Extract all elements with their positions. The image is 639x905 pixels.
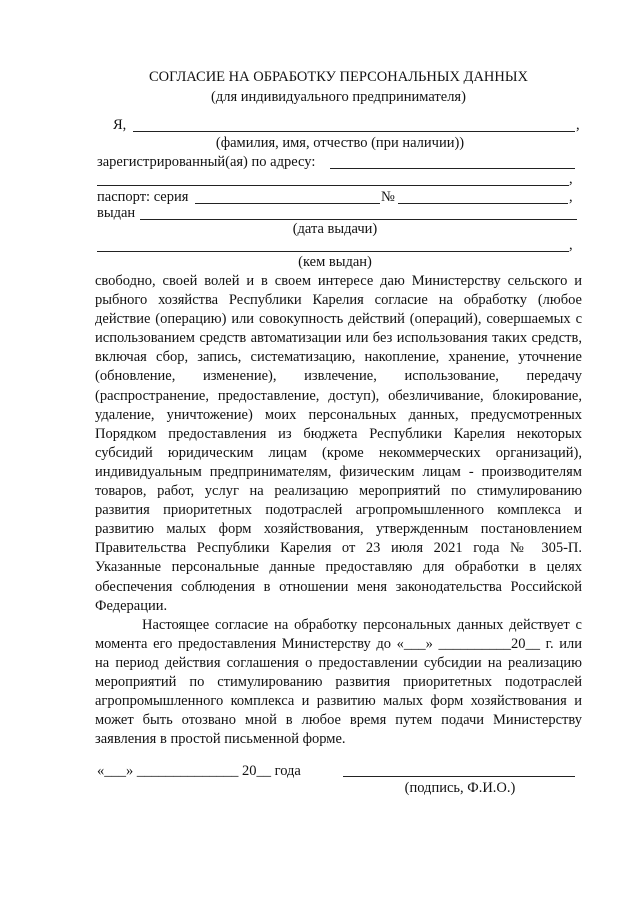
issue-date-caption: (дата выдачи) [292, 221, 378, 237]
signature-date-line[interactable]: «___» ______________ 20__ года [97, 763, 301, 779]
fio-caption: (фамилия, имя, отчество (при наличии)) [215, 135, 465, 151]
document-title: СОГЛАСИЕ НА ОБРАБОТКУ ПЕРСОНАЛЬНЫХ ДАННЫХ [149, 69, 528, 85]
signature-input-line[interactable] [343, 776, 575, 777]
comma: , [569, 189, 573, 205]
consent-paragraph-1: свободно, своей волей и в своем интересе даю Министерству сельского и рыбного хозяйства Республики Карелия согласие на обработку (любое действие (операцию) или совокупность действий (операций), совершаемых с использованием средств автоматизации или без использования таких средств, включая сбор, запись, систематизацию, накопление, хранение, уточнение (обновление, изменение), извлечение, использование, передачу (распространение, предоставление, доступ), обезличивание, блокирование, удаление, уничтожение) моих персональных данных, предусмотренных Порядком предоставления из бюджета Республики Карелия некоторых субсидий юридическим лицам (кроме некоммерческих организаций), индивидуальным предпринимателям, физическим лицам - производителям товаров, работ, услуг на реализацию мероприятий по стимулированию развития приоритетных подотраслей агропромышленного комплекса и развитию малых форм хозяйствования, утвержденным постановлением Правительства Республики Карелия от 23 июля 2021 года № 305-П. Указанные персональные данные предоставляю для обработки в целях обеспечения соблюдения в отношении меня законодательства Российской Федерации. [95, 273, 582, 614]
document-subtitle: (для индивидуального предпринимателя) [211, 89, 466, 105]
comma: , [569, 171, 573, 187]
passport-number-label: № [381, 189, 395, 205]
passport-number-input-line[interactable] [398, 203, 568, 204]
passport-series-input-line[interactable] [195, 203, 380, 204]
signature-caption: (подпись, Ф.И.О.) [404, 780, 516, 796]
ya-label: Я, [113, 117, 127, 133]
comma: , [569, 237, 573, 253]
issued-by-caption: (кем выдан) [298, 254, 372, 270]
consent-paragraph-2: Настоящее согласие на обработку персональных данных действует с момента его предоставления Министерству до «___» __________20__ г. или на период действия соглашения о предоставлении субсидии на реализацию мероприятий по стимулированию развития приоритетных подотраслей агропромышленного комплекса и развитию малых форм хозяйствования и может быть отозвано мной в любое время путем подачи Министерству заявления в простой письменной форме. [95, 616, 582, 748]
passport-series-label: паспорт: серия [97, 189, 189, 205]
comma: , [576, 117, 580, 133]
fio-input-line[interactable] [133, 131, 575, 132]
issued-by-input-line[interactable] [97, 251, 569, 252]
address-label: зарегистрированный(ая) по адресу: [97, 154, 316, 170]
issued-label: выдан [97, 205, 136, 221]
address-input-line-2[interactable] [97, 185, 569, 186]
address-input-line[interactable] [330, 168, 575, 169]
consent-body [95, 272, 582, 749]
